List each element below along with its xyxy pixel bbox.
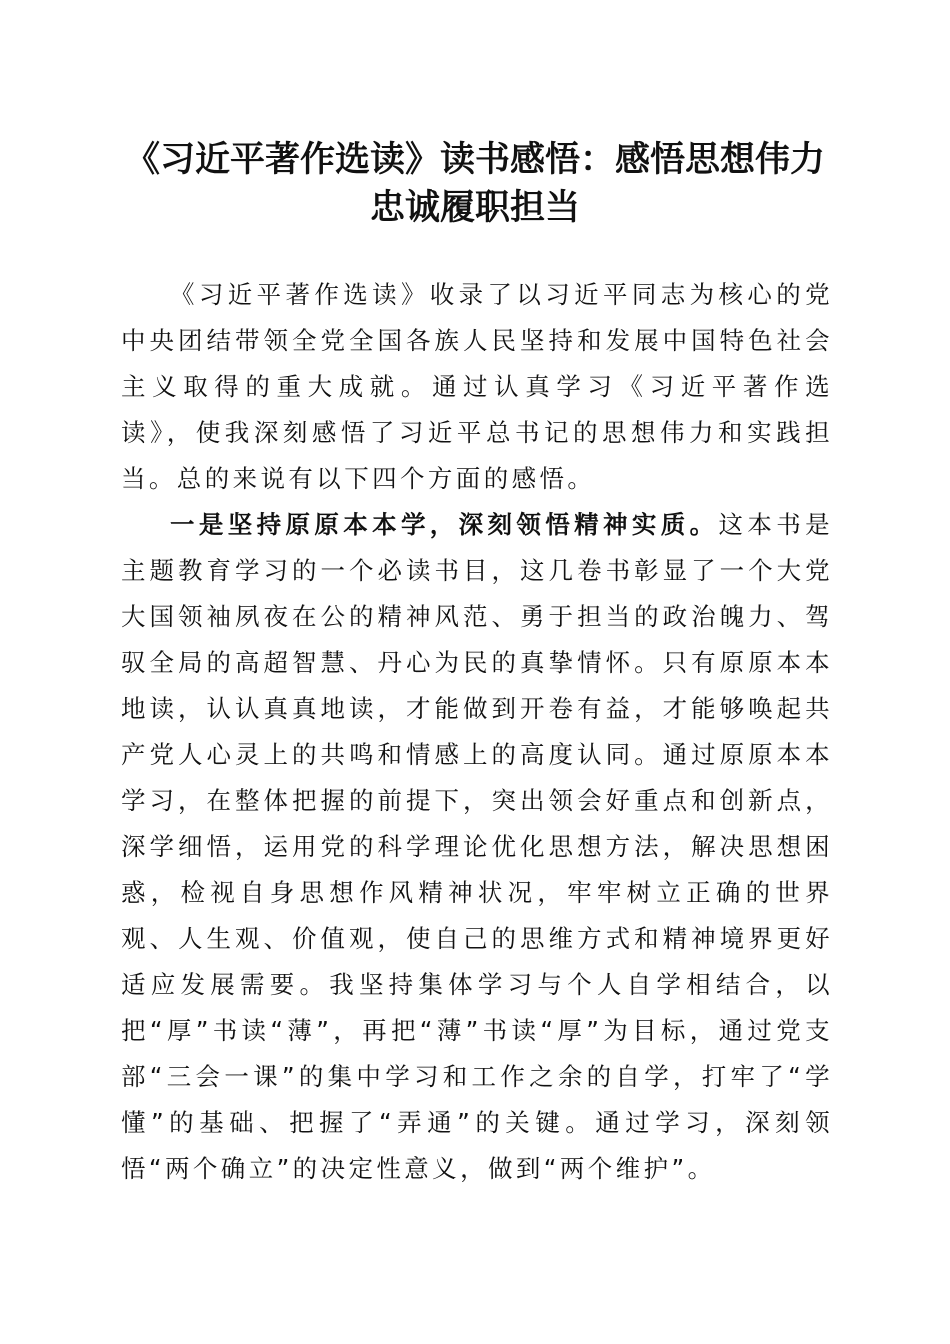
paragraph-intro: [121, 272, 833, 502]
paragraph-point-one: [121, 502, 833, 1192]
document-title: [100, 136, 850, 232]
title-line-2: 忠诚履职担当: [369, 187, 580, 228]
title-line-1: 《习近平著作选读》读书感悟：感悟思想伟力: [124, 139, 825, 180]
paragraph-point-one-text: 这本书是主题教育学习的一个必读书目，这几卷书彰显了一个大党大国领袖夙夜在公的精神风范、勇于担当的政治魄力、驾驭全局的高超智慧、丹心为民的真挚情怀。只有原原本本地读，认认真真地读，才能做到开卷有益，才能够唤起共产党人心灵上的共鸣和情感上的高度认同。通过原原本本学习，在整体把握的前提下，突出领会好重点和创新点，深学细悟，运用党的科学理论优化思想方法，解决思想困惑，检视自身思想作风精神状况，牢牢树立正确的世界观、人生观、价值观，使自己的思维方式和精神境界更好适应发展需要。我坚持集体学习与个人自学相结合，以把“厚”书读“薄”，再把“薄”书读“厚”为目标，通过党支部“三会一课”的集中学习和工作之余的自学，打牢了“学懂”的基础、把握了“弄通”的关键。通过学习，深刻领悟“两个确立”的决定性意义，做到“两个维护”。: [121, 510, 833, 1183]
paragraph-point-one-lead: 一是坚持原原本本学，深刻领悟精神实质。: [170, 510, 719, 539]
paragraph-intro-text: 《习近平著作选读》收录了以习近平同志为核心的党中央团结带领全党全国各族人民坚持和发展中国特色社会主义取得的重大成就。通过认真学习《习近平著作选读》，使我深刻感悟了习近平总书记的思想伟力和实践担当。总的来说有以下四个方面的感悟。: [121, 280, 833, 493]
document-body: [121, 272, 833, 1192]
